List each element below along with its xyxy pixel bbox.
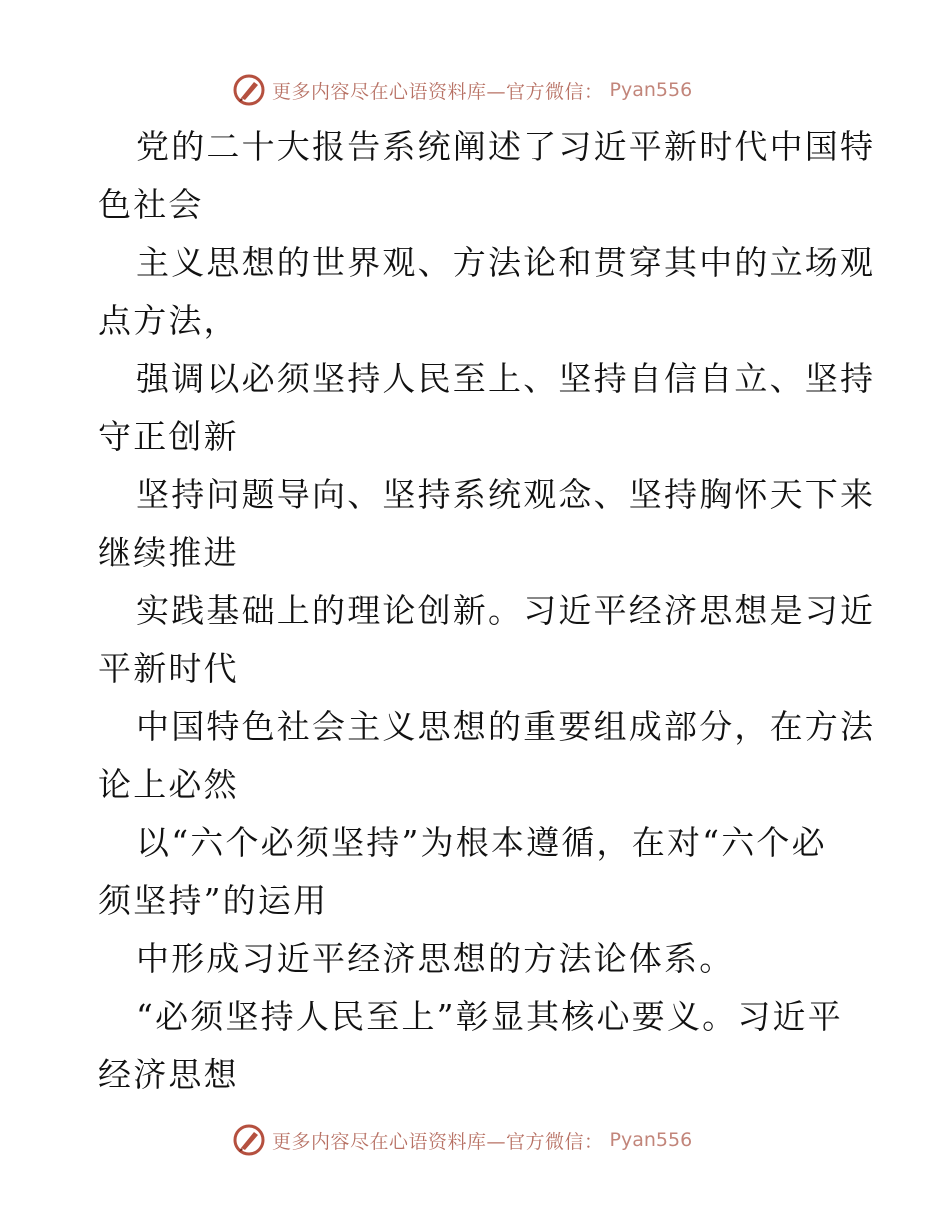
text-line: 坚持问题导向、坚持系统观念、坚持胸怀天下来	[136, 475, 876, 514]
text-line: 守正创新	[98, 417, 239, 456]
text-line: 党的二十大报告系统阐述了习近平新时代中国特	[136, 127, 876, 166]
text-line: 实践基础上的理论创新。习近平经济思想是习近	[136, 591, 876, 630]
text-line: 平新时代	[98, 649, 239, 688]
watermark-text: 更多内容尽在心语资料库—官方微信：	[272, 80, 604, 103]
text-line: 点方法，	[98, 301, 239, 340]
footer-watermark	[232, 1122, 692, 1158]
text-line: 论上必然	[98, 765, 239, 804]
text-line: 强调以必须坚持人民至上、坚持自信自立、坚持	[136, 359, 876, 398]
text-line: 以“六个必须坚持”为根本遵循，在对“六个必	[136, 823, 827, 862]
pen-logo-icon	[232, 73, 266, 107]
watermark-account: Pyan556	[609, 1129, 693, 1151]
text-line: 中形成习近平经济思想的方法论体系。	[136, 939, 735, 978]
watermark-text: 更多内容尽在心语资料库—官方微信：	[272, 1130, 604, 1153]
document-body	[98, 118, 876, 1104]
text-line: 继续推进	[98, 533, 239, 572]
header-watermark	[232, 72, 692, 108]
text-line: “必须坚持人民至上”彰显其核心要义。习近平	[136, 997, 843, 1036]
text-line: 须坚持”的运用	[98, 881, 329, 920]
text-line: 中国特色社会主义思想的重要组成部分，在方法	[136, 707, 876, 746]
text-line: 经济思想	[98, 1055, 239, 1094]
pen-logo-icon	[232, 1123, 266, 1157]
watermark-account: Pyan556	[609, 79, 693, 101]
text-line: 色社会	[98, 185, 204, 224]
text-line: 主义思想的世界观、方法论和贯穿其中的立场观	[136, 243, 876, 282]
